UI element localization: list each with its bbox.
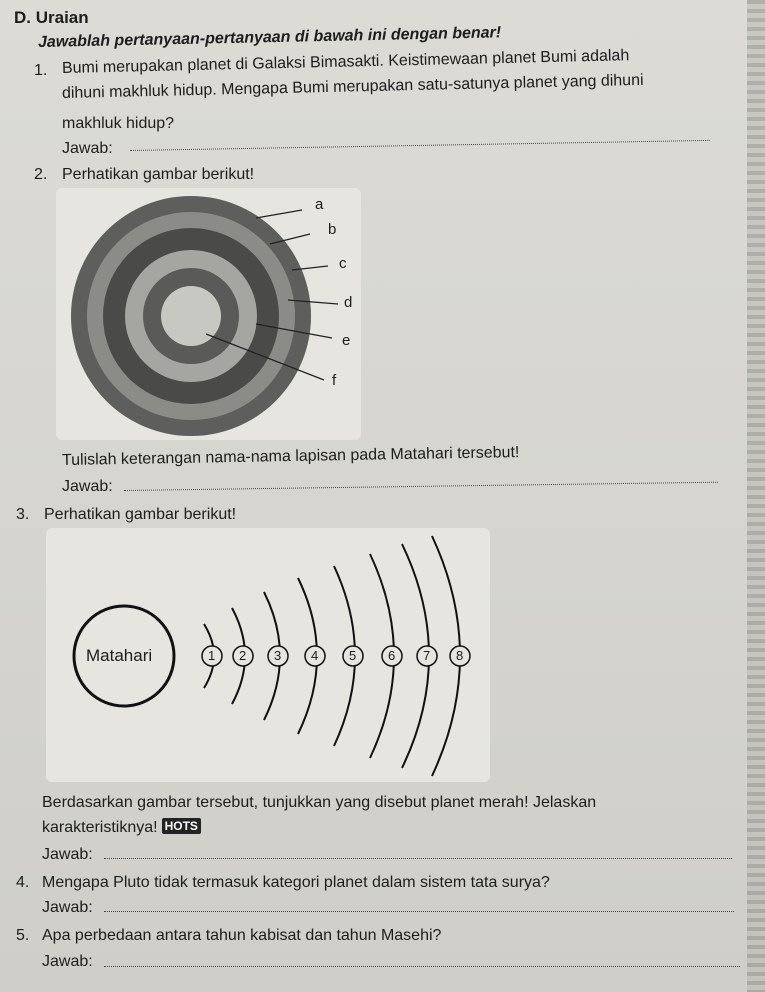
planet-1-number: 1 [208,648,216,663]
label-b: b [328,221,337,238]
question-number: 1. [34,62,48,79]
answer-label: Jawab: [62,478,113,495]
question-number: 5. [16,927,30,944]
answer-label: Jawab: [42,846,93,863]
sun-layers-figure [56,188,361,440]
label-c: c [339,255,347,272]
question-3-prompt-line-1: Berdasarkan gambar tersebut, tunjukkan yang disebut planet merah! Jelaskan [42,794,597,811]
planet-2-number: 2 [239,648,247,663]
answer-line[interactable] [130,140,710,151]
answer-line[interactable] [104,858,732,859]
page-edge [747,0,765,992]
label-d: d [344,294,353,311]
question-3-text: Perhatikan gambar berikut! [44,506,237,523]
answer-label: Jawab: [62,140,113,157]
answer-line[interactable] [124,482,718,491]
sun-layers-diagram [56,188,361,440]
answer-line[interactable] [104,966,740,967]
planet-5-number: 5 [349,648,357,663]
question-4-text: Mengapa Pluto tidak termasuk kategori planet dalam sistem tata surya? [42,874,550,891]
question-1-line-2: dihuni makhluk hidup. Mengapa Bumi merupakan satu-satunya planet yang dihuni [61,71,644,102]
question-5-text: Apa perbedaan antara tahun kabisat dan tahun Masehi? [42,927,442,944]
question-1-line-3: makhluk hidup? [62,115,175,132]
section-title: D. Uraian [14,8,89,27]
question-number: 3. [16,506,30,523]
answer-label: Jawab: [42,899,93,916]
question-number: 4. [16,874,30,891]
hots-badge: HOTS [162,818,201,834]
instruction-text: Jawablah pertanyaan-pertanyaan di bawah ini dengan benar! [37,24,502,51]
question-3-prompt-line-2: karakteristiknya! HOTS [42,818,201,837]
question-2-prompt: Tulislah keterangan nama-nama lapisan pada Matahari tersebut! [61,444,520,469]
planet-8-number: 8 [456,648,464,663]
answer-label: Jawab: [42,953,93,970]
planet-7-number: 7 [423,648,431,663]
solar-system-figure [46,528,490,782]
planet-4-number: 4 [311,648,319,663]
pointer-a [256,210,302,218]
answer-line[interactable] [104,911,734,912]
label-e: e [342,332,351,349]
label-a: a [315,196,324,213]
question-1-line-1: Bumi merupakan planet di Galaksi Bimasakti. Keistimewaan planet Bumi adalah [61,47,630,77]
sun-label: Matahari [86,646,153,665]
question-number: 2. [34,166,48,183]
question-2-text: Perhatikan gambar berikut! [62,166,255,183]
planet-6-number: 6 [388,648,396,663]
label-f: f [332,372,337,389]
planet-3-number: 3 [274,648,282,663]
